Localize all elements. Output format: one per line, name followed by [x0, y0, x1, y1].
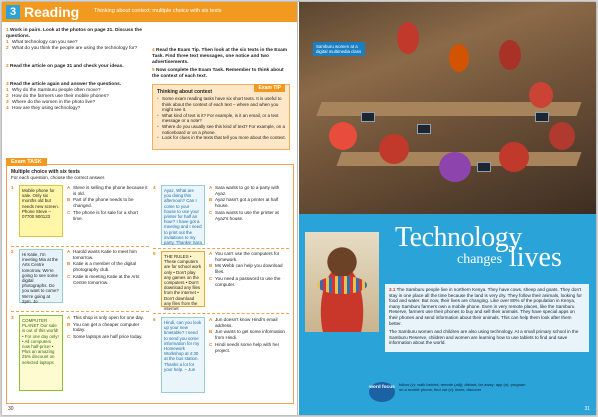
- exam-task-box: [6, 159, 294, 404]
- list-item: 1 What technology can you see?: [6, 40, 78, 45]
- option-c[interactable]: C You need a password to use the computer.: [209, 275, 281, 287]
- option-a[interactable]: A Sara wants to go to a party with Ayaz.: [209, 185, 280, 196]
- question-3: 3 Read the article again and answer the questions. 1 Why do the Samburu people often move? 2 How do the farmers use their mobile phones? 3 Where do the women in the photo live? 4 How are they using technology?: [6, 82, 146, 112]
- divider: [11, 246, 149, 247]
- option-b[interactable]: B Katie is a member of the digital photography club.: [67, 261, 137, 273]
- right-page: [299, 2, 596, 415]
- headline-lives: lives: [509, 242, 562, 273]
- sign-text: THE RULES • These computers are for school work only • Don't play any games on the computers • Don't download any files from the internet • Don't download any files from the internet: [161, 251, 205, 307]
- option-a[interactable]: A You can't use the computers for homework.: [209, 251, 280, 262]
- task-item-4: 4 Ayaz, What are you doing this afternoon? Can I come to your house to use your printer for half an hour? I have got a meeting and I need to print out the invitations to my party. Thanks! Sara A Sara wants to go to a party with Ayaz. B Ayaz hasn't got a printer at half house. C Sara wants to use the printer at Ayaz's house.: [153, 185, 291, 247]
- divider: [11, 311, 149, 312]
- left-page: [2, 2, 298, 415]
- question-5: 5 Now complete the Exam Task. Remember to think about the context of each text.: [152, 68, 284, 79]
- article-panel: [299, 214, 596, 415]
- page-number-left: 30: [8, 406, 14, 412]
- option-b[interactable]: B Jun wants to get some information from Hindi.: [209, 329, 285, 341]
- exam-task-tab: Exam TASK: [6, 158, 47, 166]
- option-a[interactable]: A This shop is only open for one day.: [67, 315, 144, 320]
- unit-header: [2, 2, 298, 22]
- question-4: 4 Read the Exam Tip. Then look at the six texts in the Exam Task. Find three text messages, one notice and two advertisements.: [152, 48, 288, 65]
- unit-title: Reading: [24, 4, 80, 20]
- unit-number: 3: [6, 5, 20, 19]
- option-b[interactable]: B You can get a cheaper computer today.: [67, 321, 140, 333]
- exam-tip-box: [152, 84, 290, 150]
- option-a[interactable]: A Steve is selling the phone because it is old.: [67, 185, 148, 196]
- task-item-3: 3 COMPUTER PLANET Our sale is out of this world! • For one day only! • All computers now half-price! • Plus an amazing 25% discount on selected laptops A This shop is only open for one day. B You can get a cheaper computer today. C Some laptops are half price today.: [11, 315, 151, 397]
- option-c[interactable]: C Hindi needs some help with her project.: [209, 341, 280, 353]
- headline-changes: changes: [457, 252, 503, 267]
- list-item: 3 Where do the women in the photo live?: [6, 100, 96, 105]
- exam-tip-heading: Thinking about context: [157, 89, 212, 95]
- question-1: 1 Work in pairs. Look at the photos on page 31. Discuss the questions. 1 What technology can you see? 2 What do you think the people are using the technology for?: [6, 28, 146, 52]
- exam-task-heading: Multiple choice with six texts: [11, 169, 80, 175]
- list-item: 1 Why do the Samburu people often move?: [6, 88, 101, 93]
- headline-technology: Technology: [395, 222, 522, 253]
- task-item-2: 2 Hi Katie, I'm meeting Mia at the Arts Centre tomorrow. We're going to see some digital photographs. Do you want to come? We're going at 2pm. Jo A Harold wants Katie to meet him tomorrow. B Katie is a member of the digital photography club. C Katie is meeting Katie at the Arts Centre tomorrow.: [11, 249, 151, 309]
- divider: [153, 248, 289, 249]
- option-b[interactable]: B Ayaz hasn't got a printer at half house.: [209, 197, 279, 209]
- book-spread: [2, 2, 596, 415]
- sign-text: Ayaz, What are you doing this afternoon? Can I come to your house to use your printer for half an hour? I have got a meeting and I need to print out the invitations to my party. Thanks! Sara: [161, 185, 205, 245]
- exam-task-instruction: For each question, choose the correct answer.: [11, 175, 106, 180]
- divider: [153, 313, 289, 314]
- list-item: • Where do you usually see this kind of text? For example, on a noticeboard or on a phone.: [157, 124, 287, 135]
- option-a[interactable]: A Harold wants Katie to meet him tomorrow.: [67, 249, 137, 260]
- list-item: 2 What do you think the people are using the technology for?: [6, 46, 138, 51]
- option-b[interactable]: B Ms Webb can help you download files.: [209, 263, 283, 275]
- list-item: • What kind of text is it? For example, is it an email, or a text message or a note?: [157, 113, 287, 124]
- list-item: 2 How do the farmers use their mobile phones?: [6, 94, 109, 99]
- classroom-photo: [299, 2, 596, 214]
- article-paragraph-2: The Samburu women and children are also using technology. At a small primary school in the Samburu Reserve, children and women are learning how to use tablets to find and save information about the world.: [389, 329, 579, 346]
- sign-text: COMPUTER PLANET Our sale is out of this world! • For one day only! • All computers now half-price! • Plus an amazing 25% discount on selected laptops: [19, 315, 63, 391]
- exam-tip-tab: Exam TIP: [254, 84, 285, 92]
- task-item-1: 1 Mobile phone for sale. Only six months old but needs new screen. Phone Steve – 07700 900123 A Steve is selling the phone because it is old. B Part of the phone needs to be changed. C The phone is for sale for a short time.: [11, 185, 151, 245]
- word-focus-badge: word focus: [369, 382, 395, 402]
- audio-track-label: 3.1: [389, 287, 396, 292]
- option-c[interactable]: C Katie is meeting Katie at the Arts Centre tomorrow.: [67, 273, 140, 285]
- task-item-6: 6 Hindi, can you look up your new timetable? I need to send you some information for my Homework Workshop at 4:30 at the bus station. Thanks a lot for your help. – Jun A Jun doesn't know Hindi's email address. B Jun wants to get some information from Hindi. C Hindi needs some help with her project.: [153, 317, 291, 399]
- bead-necklace: [317, 276, 367, 294]
- sign-text: Hindi, can you look up your new timetable? I need to send you some information for my Homework Workshop at 4:30 at the bus station. Thanks a lot for your help. – Jun: [161, 317, 205, 393]
- sign-text: Mobile phone for sale. Only six months old but needs new screen. Phone Steve – 07700 900123: [19, 185, 63, 237]
- list-item: • Some exam reading tasks have six short texts. It is useful to think about the context of each text – where and when you might see it.: [157, 96, 287, 113]
- option-b[interactable]: B Part of the phone needs to be changed.: [67, 197, 134, 209]
- option-c[interactable]: C The phone is for sale for a short time.: [67, 209, 138, 221]
- list-item: 4 How are they using technology?: [6, 106, 81, 111]
- question-2: 2 Read the article on page 31 and check your ideas.: [6, 64, 124, 69]
- option-c[interactable]: C Sara wants to use the printer at Ayaz's house.: [209, 209, 279, 221]
- photo-caption: Samburu women at a digital multimedia class: [313, 42, 365, 56]
- list-item: • Look for clues in the texts that tell you more about the context.: [157, 135, 287, 141]
- unit-subtitle: Thinking about context; multiple choice with six texts: [94, 8, 222, 14]
- task-item-5: 5 THE RULES • These computers are for school work only • Don't play any games on the computers • Don't download any files from the internet • Don't download any files from the internet A You can't use the computers for homework. B Ms Webb can help you download files. C You need a password to use the computer.: [153, 251, 291, 311]
- article-paragraph-1: The Samburu people live in northern Kenya. They have cows, sheep and goats. They don't stay in one place all the time because the land is very dry. They follow their animals, looking for food and water. But now, their lives are changing. Like over 80% of the population in Kenya, many Samburu farmers own a mobile phone. Even in very remote places, like the Samburu Reserve, farmers use their phones to buy and sell their animals. They have special apps on their phones and send information about their animals. This can help them look after them better.: [389, 287, 582, 326]
- sign-text: Hi Katie, I'm meeting Mia at the Arts Centre tomorrow. We're going to see some digital photographs. Do you want to come? We're going at 2pm. Jo: [19, 249, 63, 303]
- page-number-right: 31: [584, 406, 590, 412]
- article-text: [385, 284, 589, 352]
- word-focus-glossary: follow (v): walk behind; remote (adj): distant, far away; app (n): program on a mobile phone; find out (v): learn; discover: [399, 382, 526, 392]
- option-c[interactable]: C Some laptops are half price today.: [67, 334, 143, 340]
- option-a[interactable]: A Jun doesn't know Hindi's email address.: [209, 317, 278, 328]
